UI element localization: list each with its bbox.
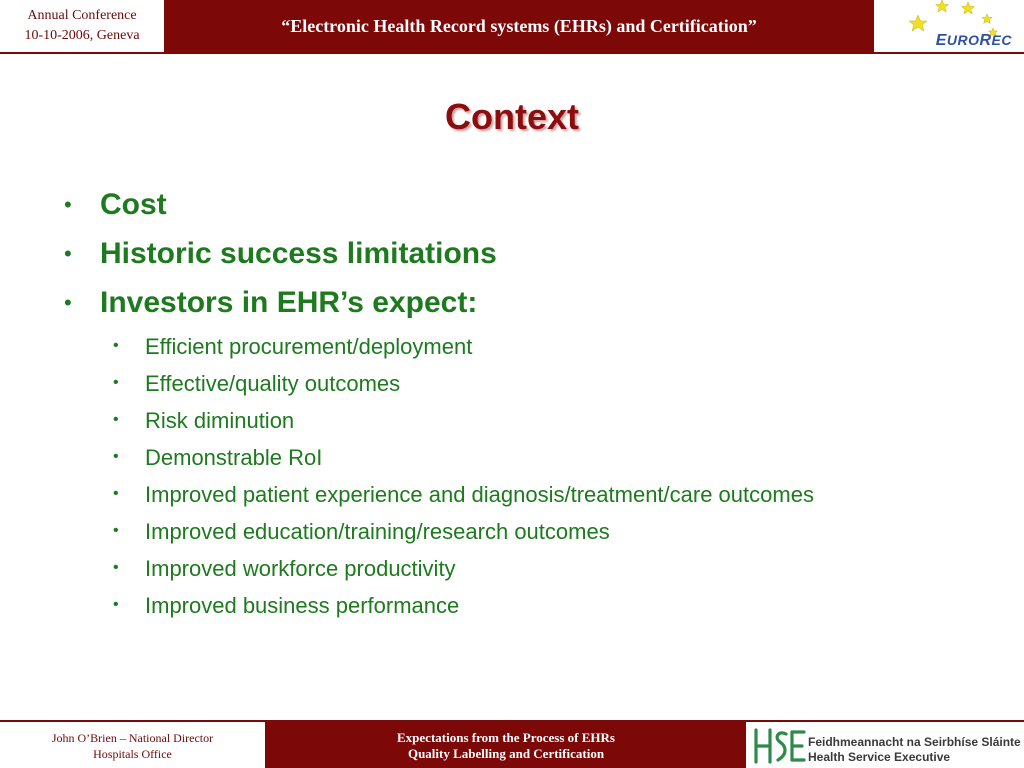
bullet-item (64, 237, 497, 271)
eurorec-logo-text: EUROREC (935, 32, 1012, 49)
sub-bullet-text: Risk diminution (145, 408, 295, 433)
presenter-name: John O’Brien – National Director (51, 731, 214, 745)
slide-title: Context (445, 96, 579, 137)
presenter-office: Hospitals Office (93, 747, 172, 761)
bullet-dot: • (64, 241, 72, 266)
sub-bullet-item (113, 334, 473, 360)
bullet-dot: • (64, 192, 72, 217)
sub-bullet-item (113, 371, 401, 397)
bullet-text: Historic success limitations (100, 237, 497, 270)
bullet-item (64, 188, 167, 222)
sub-bullet-item (113, 556, 456, 582)
bullet-item (64, 286, 478, 320)
bullet-text: Cost (100, 188, 167, 221)
hse-logo (746, 722, 1024, 768)
sub-bullet-dot: • (113, 374, 119, 391)
sub-bullet-item (113, 593, 460, 619)
sub-bullet-text: Improved education/training/research outcomes (145, 519, 610, 544)
footer-subtitle-line1: Expectations from the Process of EHRs (397, 730, 615, 745)
sub-bullet-dot: • (113, 559, 119, 576)
sub-bullet-dot: • (113, 337, 119, 354)
sub-bullet-dot: • (113, 596, 119, 613)
sub-bullet-dot: • (113, 411, 119, 428)
sub-bullet-text: Demonstrable RoI (145, 445, 323, 470)
sub-bullet-text: Improved workforce productivity (145, 556, 456, 581)
bullet-text: Investors in EHR’s expect: (100, 286, 478, 319)
hse-name-english: Health Service Executive (808, 750, 951, 764)
sub-bullet-item (113, 408, 295, 434)
hse-name (808, 735, 1021, 765)
sub-bullet-text: Improved patient experience and diagnosis/treatment/care outcomes (145, 482, 814, 507)
slide-footer (0, 720, 1024, 768)
conference-info (0, 0, 164, 52)
sub-bullet-dot: • (113, 448, 119, 465)
sub-bullet-item (113, 519, 610, 545)
hse-name-irish: Feidhmeannacht na Seirbhíse Sláinte (808, 735, 1021, 749)
eurorec-logo (876, 0, 1024, 52)
sub-bullet-dot: • (113, 485, 119, 502)
bullet-dot: • (64, 290, 72, 315)
sub-bullet-text: Efficient procurement/deployment (145, 334, 473, 359)
sub-bullet-item (113, 482, 814, 508)
slide-header (0, 0, 1024, 54)
sub-bullet-text: Effective/quality outcomes (145, 371, 401, 396)
footer-subtitle-line2: Quality Labelling and Certification (407, 746, 605, 761)
sub-bullet-text: Improved business performance (145, 593, 460, 618)
footer-subtitle (266, 722, 746, 768)
sub-bullet-item (113, 445, 323, 471)
presenter-info (0, 722, 266, 768)
conference-date-location: 10-10-2006, Geneva (24, 28, 140, 43)
conference-name: Annual Conference (27, 8, 137, 23)
presentation-title: “Electronic Health Record systems (EHRs) and Certification” (164, 0, 874, 52)
hse-mark-icon (748, 726, 806, 766)
sub-bullet-dot: • (113, 522, 119, 539)
